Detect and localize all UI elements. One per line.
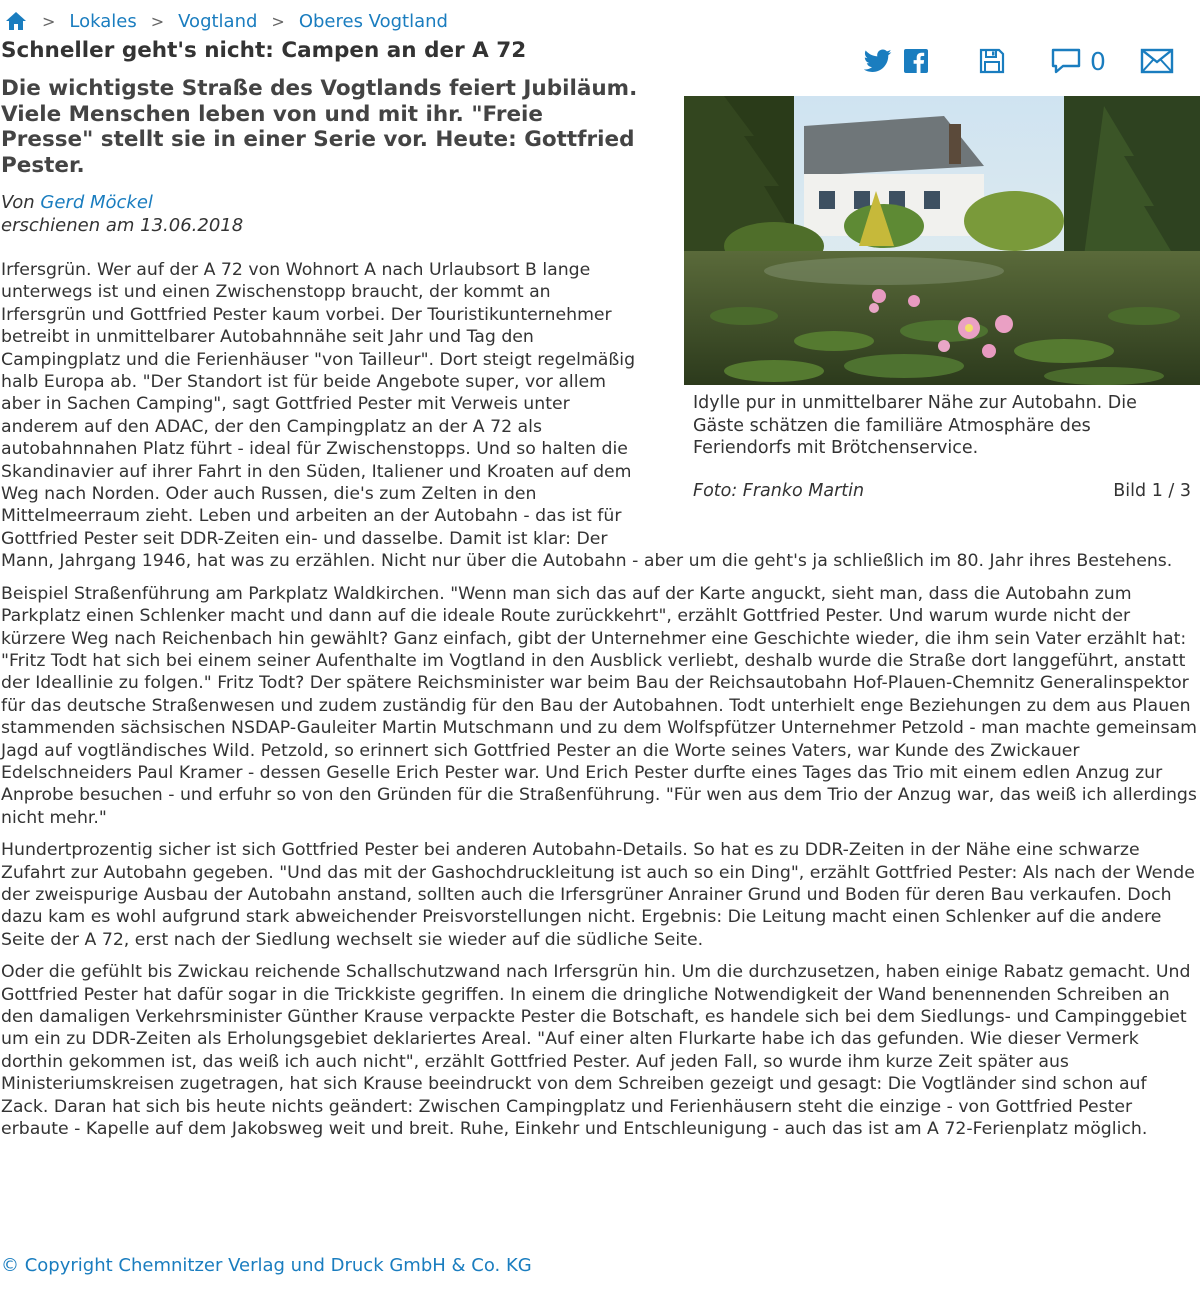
article-paragraph: Hundertprozentig sicher ist sich Gottfried Pester bei anderen Autobahn-Details. So hat es zu DDR-Zeiten in der Nähe eine schwarze Zufahrt zur Autobahn gegeben. "Und das mit der Gashochdruckleitung ist auch so ein Ding", erzählt Gottfried Pester: Als nach der Wende der zweispurige Ausbau der Autobahn anstand, sollten auch die Irfersgrüner Anrainer Grund und Boden für deren Bau verkaufen. Doch dazu kam es wohl aufgrund stark abweichender Preisvorstellungen nicht. Ergebnis: Die Leitung macht einen Schlenker auf die andere Seite der A 72, erst nach der Siedlung wechselt sie wieder auf die südliche Seite. bbox=[1, 840, 1195, 950]
comment-icon bbox=[1050, 47, 1082, 75]
comments-button[interactable] bbox=[1050, 44, 1106, 78]
save-icon bbox=[978, 47, 1006, 75]
copyright-notice: © Copyright Chemnitzer Verlag und Druck GmbH & Co. KG bbox=[1, 1255, 532, 1276]
mail-share-button[interactable] bbox=[1140, 44, 1174, 78]
article-paragraph: Beispiel Straßenführung am Parkplatz Waldkirchen. "Wenn man sich das auf der Karte anguckt, sieht man, dass die Autobahn zum Parkplatz einen Schlenker macht und dann auf die ideale Route zurückkehrt", erzählt Gottfried Pester. Und warum wurde nicht der kürzere Weg nach Reichenbach hin gewählt? Ganz einfach, gibt der Unternehmer eine Geschichte wieder, die ihm sein Vater erzählt hat: "Fritz Todt hat sich bei einem seiner Aufenthalte im Vogtland in den Ausblick verliebt, deshalb wurde die Straße dort langgeführt, anstatt der Ideallinie zu folgen." Fritz Todt? Der spätere Reichsminister war beim Bau der Reichsautobahn Hof-Plauen-Chemnitz Generalinspektor für das deutsche Straßenwesen und zudem zuständig für den Bau der Autobahnen. Todt unterhielt enge Beziehungen zu dem aus Plauen stammenden sächsischen NSDAP-Gauleiter Martin Mutschmann und zu dem Wolfspfützer Unternehmer Petzold - man machte gemeinsam Jagd auf vogtländisches Wild. Petzold, so erinnert sich Gottfried Pester an die Worte seines Vaters, war Kunde des Zwickauer Edelschneiders Paul Kramer - dessen Geselle Erich Pester war. Und Erich Pester durfte eines Tages das Trio mit einem edlen Anzug zur Anprobe besuchen - und erfuhr so von den Gründen für die Straßenführung. "Für wen aus dem Trio der Anzug war, das weiß ich allerdings nicht mehr." bbox=[1, 583, 1197, 828]
save-button[interactable] bbox=[978, 44, 1006, 78]
article-lead: Die wichtigste Straße des Vogtlands feiert Jubiläum. Viele Menschen leben von und mit ihr. "Freie Presse" stellt sie in einer Serie vor. Heute: Gottfried Pester. bbox=[1, 76, 638, 178]
publish-date: erschienen am 13.06.2018 bbox=[1, 214, 244, 236]
photo-caption: Idylle pur in unmittelbarer Nähe zur Autobahn. Die Gäste schätzen die familiäre Atmosphäre des Feriendorfs mit Brötchenservice. bbox=[693, 393, 1137, 458]
byline bbox=[1, 192, 243, 237]
share-toolbar bbox=[860, 44, 1200, 80]
breadcrumb-item-lokales[interactable]: Lokales bbox=[69, 10, 137, 32]
photo-credit: Foto: Franko Martin bbox=[693, 481, 865, 501]
comment-count: 0 bbox=[1090, 46, 1106, 76]
gallery-counter: Bild 1 / 3 bbox=[1113, 481, 1191, 501]
breadcrumb-item-vogtland[interactable]: Vogtland bbox=[178, 10, 258, 32]
byline-prefix: Von bbox=[1, 192, 41, 213]
figure-spacer bbox=[639, 259, 1199, 539]
twitter-icon bbox=[864, 49, 892, 73]
article-paragraph: Oder die gefühlt bis Zwickau reichende Schallschutzwand nach Irfersgrün hin. Um die durchzusetzen, haben einige Rabatz gemacht. Und Gottfried Pester hat dafür sogar in die Trickkiste gegriffen. In einem die dringliche Notwendigkeit der Wand benennenden Schreiben an den damaligen Verkehrsminister Günther Krause verpackte Pester die Botschaft, es handele sich bei dem Siedlungs- und Campinggebiet um ein zu DDR-Zeiten als Erholungsgebiet deklariertes Areal. "Auf einer alten Flurkarte habe ich das gefunden. Wie dieser Vermerk dorthin gekommen ist, das weiß ich auch nicht", erzählt Gottfried Pester. Auf jeden Fall, so wurde ihm kurze Zeit später aus Ministeriumskreisen zugetragen, hat sich Krause beeindruckt von dem Schreiben gezeigt und gesagt: Die Vogtländer sind schon auf Zack. Daran hat sich bis heute nichts geändert: Zwischen Campingplatz und Ferienhäusern steht die einzige - von Gottfried Pester erbaute - Kapelle auf dem Jakobsweg weit und breit. Ruhe, Einkehr und Entschleunigung - auch das ist am A 72-Ferienplatz möglich. bbox=[1, 962, 1191, 1140]
chevron-right-icon: > bbox=[42, 11, 56, 31]
chevron-right-icon: > bbox=[150, 11, 165, 31]
twitter-share-button[interactable] bbox=[864, 44, 892, 78]
mail-icon bbox=[1140, 48, 1174, 74]
facebook-share-button[interactable] bbox=[904, 44, 928, 78]
facebook-icon bbox=[904, 49, 928, 73]
breadcrumb-item-oberes-vogtland[interactable]: Oberes Vogtland bbox=[298, 10, 448, 32]
article-title: Schneller geht's nicht: Campen an der A 72 bbox=[1, 38, 527, 63]
article-body bbox=[1, 259, 1199, 1150]
author-link[interactable]: Gerd Möckel bbox=[40, 192, 153, 213]
article-paragraph: Irfersgrün. Wer auf der A 72 von Wohnort A nach Urlaubsort B lange unterwegs ist und einen Zwischenstopp braucht, der kommt an Irfersgrün und Gottfried Pester kaum vorbei. Der Touristikunternehmer betreibt in unmittelbarer Autobahnnähe seit Jahr und Tag den Campingplatz und die Ferienhäuser "von Tailleur". Dort steigt regelmäßig halb Europa ab. "Der Standort ist für beide Angebote super, vor allem aber in Sachen Camping", sagt Gottfried Pester mit Verweis unter anderem auf den ADAC, der den Campingplatz an der A 72 als autobahnnahen Platz führt - ideal für Zwischenstopps. Und so halten die Skandinavier auf ihrer Fahrt in den Süden, Italiener und Kroaten auf dem Weg nach Norden. Oder auch Russen, die's zum Zelten in den Mittelmeerraum zieht. Leben und arbeiten an der Autobahn - das ist für Gottfried Pester seit DDR-Zeiten ein- und dasselbe. Damit ist klar: Der Mann, Jahrgang 1946, hat was zu erzählen. Nicht nur über die Autobahn - aber um die geht's ja schließlich im 80. Jahr ihres Bestehens. bbox=[1, 260, 1173, 572]
breadcrumb bbox=[4, 6, 448, 36]
chevron-right-icon: > bbox=[271, 11, 285, 31]
home-icon[interactable] bbox=[4, 9, 28, 33]
